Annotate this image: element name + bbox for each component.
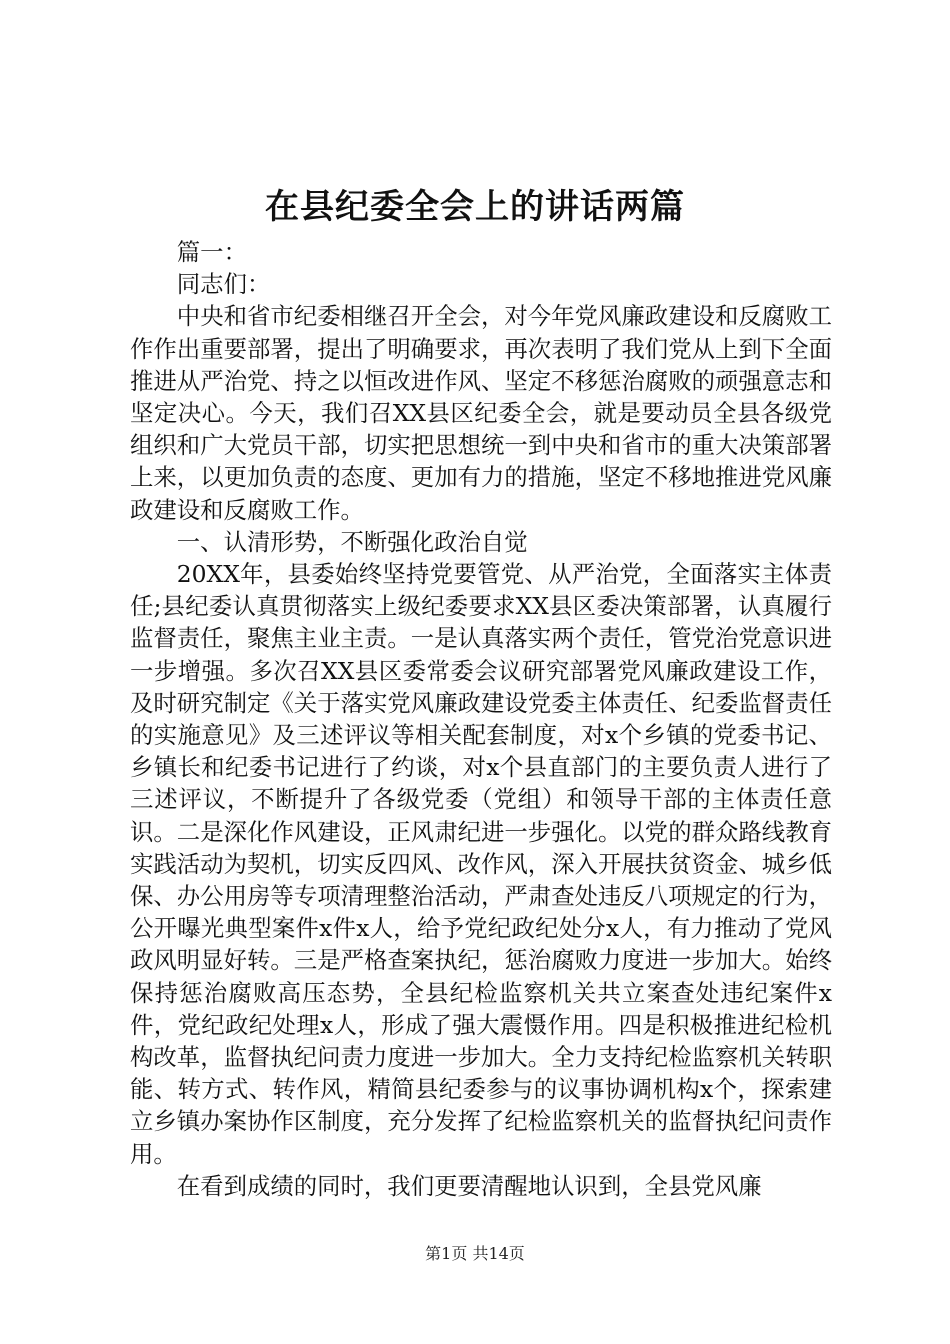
paragraph-heading-1: 一、认清形势，不断强化政治自觉 [176, 527, 528, 556]
paragraph-section-label: 篇一： [176, 238, 247, 266]
document-title: 在县纪委全会上的讲话两篇 [265, 187, 685, 227]
paragraph-transition: 在看到成绩的同时，我们更要清醒地认识到，全县党风廉 [176, 1171, 762, 1200]
page-number-footer: 第1页 共14页 [425, 1244, 525, 1263]
paragraph-achievements: 20XX年，县委始终坚持党要管党、从严治党，全面落实主体责任;县纪委认真贯彻落实上级纪委要求XX县区委决策部署，认真履行监督责任，聚焦主业主责。一是认真落实两个责任，管党治党意识进一步增强。多次召XX县区委常委会议研究部署党风廉政建设工作，及时研究制定《关于落实党风廉政建设党委主体责任、纪委监督责任的实施意见》及三述评议等相关配套制度，对x个乡镇的党委书记、乡镇长和纪委书记进行了约谈，对x个县直部门的主要负责人进行了三述评议，不断提升了各级党委（党组）和领导干部的主体责任意识。二是深化作风建设，正风肃纪进一步强化。以党的群众路线教育实践活动为契机，切实反四风、改作风，深入开展扶贫资金、城乡低保、办公用房等专项清理整治活动，严肃查处违反八项规定的行为，公开曝光典型案件x件x人，给予党纪政纪处分x人，有力推动了党风政风明显好转。三是严格查案执纪，惩治腐败力度进一步加大。始终保持惩治腐败高压态势，全县纪检监察机关共立案查处违纪案件x件，党纪政纪处理x人，形成了强大震慑作用。四是积极推进纪检机构改革，监督执纪问责力度进一步加大。全力支持纪检监察机关转职能、转方式、转作风，精简县纪委参与的议事协调机构x个，探索建立乡镇办案协作区制度，充分发挥了纪检监察机关的监督执纪问责作用。 [130, 560, 832, 1168]
paragraph-salutation: 同志们： [176, 270, 271, 299]
document-body [130, 236, 832, 1202]
paragraph-intro: 中央和省市纪委相继召开全会，对今年党风廉政建设和反腐败工作作出重要部署，提出了明确要求，再次表明了我们党从上到下全面推进从严治党、持之以恒改进作风、坚定不移惩治腐败的顽强意志和坚定决心。今天，我们召XX县区纪委全会，就是要动员全县各级党组织和广大党员干部，切实把思想统一到中央和省市的重大决策部署上来，以更加负责的态度、更加有力的措施，坚定不移地推进党风廉政建设和反腐败工作。 [130, 302, 832, 524]
